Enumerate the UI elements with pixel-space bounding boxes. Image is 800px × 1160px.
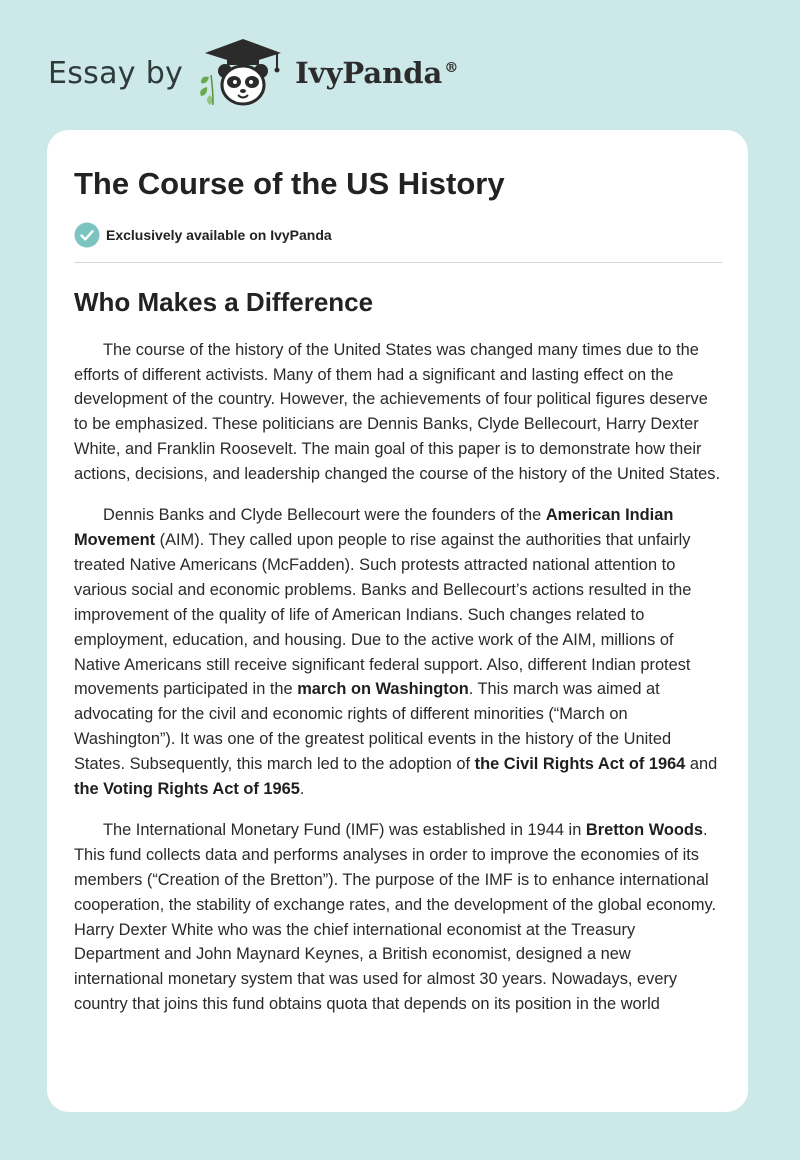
paragraph-2-text-1: Dennis Banks and Clyde Bellecourt were the founders of the [103,506,546,525]
paragraph-2-text-5: . [299,780,305,799]
paragraph-3 [74,818,722,1017]
paragraph-1: The course of the history of the United States was changed many times due to the efforts of different activists. Many of them had a significant and lasting effect on the development of the country. However, the achievements of four political figures deserve to be emphasized. These politicians are Dennis Banks, Clyde Bellecourt, Harry Dexter White, and Franklin Roosevelt. The main goal of this paper is to demonstrate how their actions, decisions, and leadership changed the course of the history of the United States. [74,340,721,484]
panda-graduate-icon[interactable] [197,37,289,109]
voting-rights-act-term: the Voting Rights Act of 1965 [74,780,300,799]
paragraph-2-text-3: . This march was aimed at advocating for the civil and economic rights of different minorities (“March on Washington”). It was one of the greatest political events in the history of the United States. Subsequently, this march led to the adoption of [74,680,672,774]
essay-card [47,130,748,1112]
site-header [48,38,458,108]
civil-rights-act-term: the Civil Rights Act of 1964 [474,755,686,774]
registered-mark: ® [444,60,459,77]
divider [74,262,722,263]
bretton-woods-term: Bretton Woods [585,820,704,839]
exclusive-badge [74,222,722,248]
page-title: The Course of the US History [74,166,505,201]
paragraph-3-text-2: . This fund collects data and performs analyses in order to improve the economies of its members (“Creation of the Bretton”). The purpose of the IMF is to enhance international cooperation, the stability of exchange rates, and the development of the global economy. Harry Dexter White who was the chief international economist at the Treasury Department and John Maynard Keynes, a British economist, designed a new international monetary system that was used for almost 30 years. Nowadays, every country that joins this fund obtains quota that depends on its position in the world [74,820,717,1014]
paragraph-3-text-1: The International Monetary Fund (IMF) was established in 1944 in [103,820,586,839]
march-term: march on Washington [297,680,469,699]
exclusive-badge-label: Exclusively available on IvyPanda [106,226,332,243]
paragraph-2-text-4: and [685,755,718,774]
paragraph-2 [74,503,722,802]
brand-prefix: Essay by [48,55,184,91]
paragraph-2-text-2: (AIM). They called upon people to rise against the authorities that unfairly treated Native Americans (McFadden). Such protests attracted national attention to various social and economic problems. Banks and Bellecourt’s actions resulted in the improvement of the quality of life of American Indians. Such changes related to employment, education, and housing. Due to the active work of the AIM, millions of Native Americans still receive significant federal support. Also, different Indian protest movements participated in the [74,530,692,699]
brand-name[interactable] [295,56,458,90]
section-heading: Who Makes a Difference [74,286,374,317]
brand-name-text: IvyPanda [295,56,443,90]
check-circle-icon [74,222,100,248]
aim-term: American Indian Movement [74,506,674,549]
